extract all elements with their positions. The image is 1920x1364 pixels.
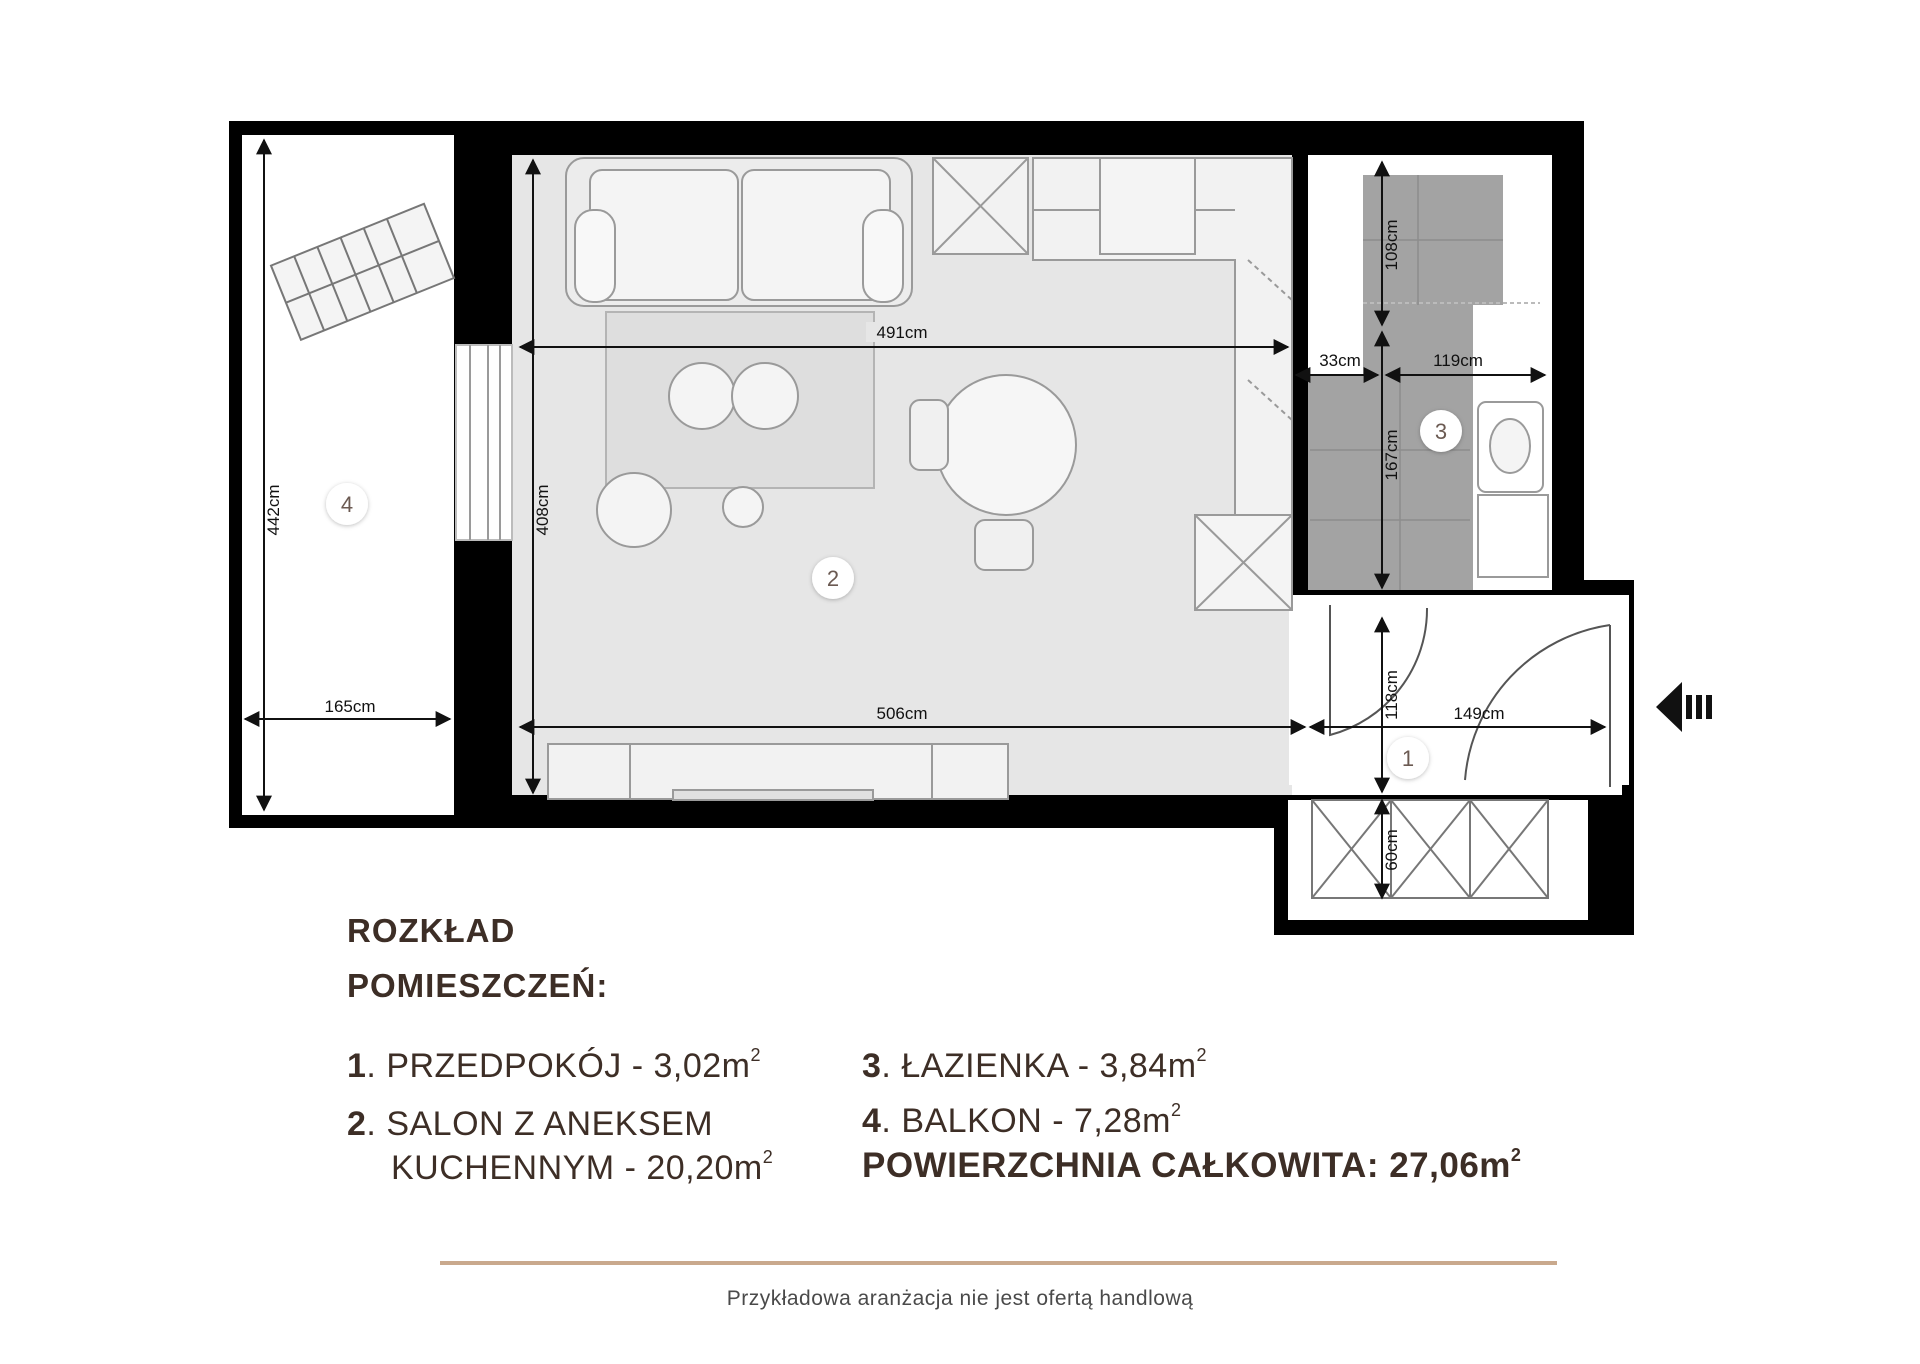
svg-text:1: 1 xyxy=(1401,746,1415,771)
svg-text:4: 4 xyxy=(340,492,354,517)
dim-442: 442cm xyxy=(264,484,283,536)
legend-room-4: 4. BALKON - $7,28m^2$ xyxy=(862,1100,1182,1140)
dim-118: 118cm xyxy=(1382,670,1401,720)
dim-119: 119cm xyxy=(1433,351,1483,370)
legend-title-line1: ROZKŁAD xyxy=(347,912,516,949)
dim-108: 108cm xyxy=(1382,219,1401,271)
svg-text:3: 3 xyxy=(1434,419,1448,444)
legend-title-line2: POMIESZCZEŃ: xyxy=(347,967,609,1004)
dim-167: 167cm xyxy=(1382,429,1401,481)
entrance-arrow-icon xyxy=(1656,682,1718,732)
disclaimer: Przykładowa aranżacja nie jest ofertą handlową xyxy=(726,1287,1194,1310)
total-area: POWIERZCHNIA CAŁKOWITA: $27,06m^2$ xyxy=(862,1145,1522,1185)
svg-text:2: 2 xyxy=(826,566,840,591)
dim-60: 60cm xyxy=(1382,829,1401,871)
dim-149: 149cm xyxy=(1453,704,1505,723)
legend-room-2-cont: KUCHENNYM - $20,20m^2$ xyxy=(391,1147,774,1187)
dim-506: 506cm xyxy=(876,704,928,723)
dim-491: 491cm xyxy=(876,323,928,342)
dim-33: 33cm xyxy=(1319,351,1361,370)
legend-room-3: 3. ŁAZIENKA - $3,84m^2$ xyxy=(862,1045,1208,1085)
divider-line xyxy=(440,1261,1557,1265)
legend-title xyxy=(347,903,608,1013)
legend-room-2: 2. SALON Z ANEKSEM xyxy=(347,1105,714,1143)
dim-165: 165cm xyxy=(324,697,376,716)
dim-408: 408cm xyxy=(533,484,552,536)
legend-room-1: 1. PRZEDPOKÓJ - $3,02m^2$ xyxy=(347,1045,762,1085)
